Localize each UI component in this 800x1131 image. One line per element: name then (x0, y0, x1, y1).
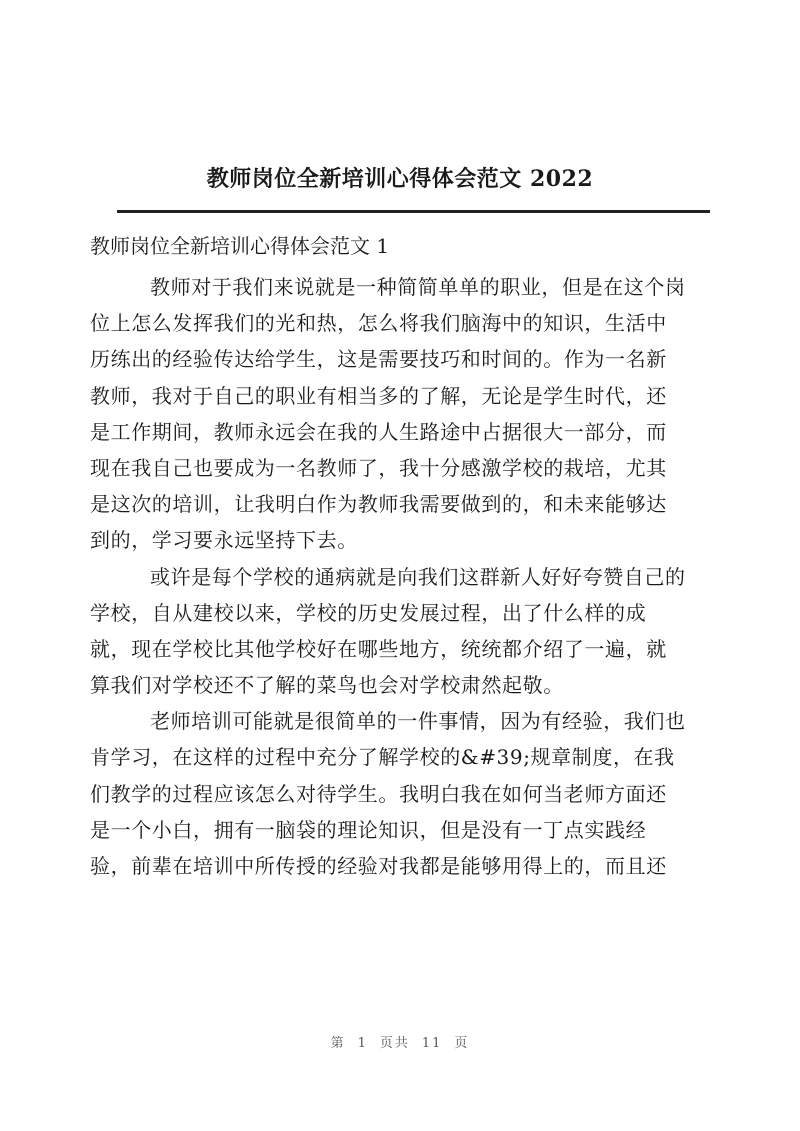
paragraph-3 (90, 703, 710, 884)
footer-total-pages: 11 (421, 1036, 443, 1051)
paragraph-line: 算我们对学校还不了解的菜鸟也会对学校肃然起敬。 (90, 673, 564, 698)
paragraph-line: 肯学习，在这样的过程中充分了解学校的&#39;规章制度，在我 (90, 745, 675, 770)
section-subtitle: 教师岗位全新培训心得体会范文 1 (90, 234, 390, 258)
paragraph-line: 是工作期间，教师永远会在我的人生路途中占据很大一部分，而 (90, 419, 667, 444)
paragraph-line: 位上怎么发挥我们的光和热，怎么将我们脑海中的知识，生活中 (90, 311, 667, 336)
paragraph-line: 教师，我对于自己的职业有相当多的了解，无论是学生时代，还 (90, 383, 667, 408)
paragraph-line: 学校，自从建校以来，学校的历史发展过程，出了什么样的成 (90, 600, 647, 625)
paragraph-line: 就，现在学校比其他学校好在哪些地方，统统都介绍了一遍，就 (90, 636, 667, 661)
footer-prefix: 第 (330, 1036, 346, 1051)
footer-suffix: 页 (454, 1036, 470, 1051)
paragraph-line: 或许是每个学校的通病就是向我们这群新人好好夸赞自己的 (150, 564, 686, 589)
footer-page-number: 1 (357, 1036, 368, 1051)
footer-middle: 页共 (379, 1036, 410, 1051)
title-divider (117, 210, 710, 213)
paragraph-line: 是一个小白，拥有一脑袋的理论知识，但是没有一丁点实践经 (90, 817, 647, 842)
paragraph-line: 教师对于我们来说就是一种简简单单的职业，但是在这个岗 (150, 275, 686, 299)
paragraph-line: 现在我自己也要成为一名教师了，我十分感激学校的栽培，尤其 (90, 455, 667, 480)
paragraph-line: 们教学的过程应该怎么对待学生。我明白我在如何当老师方面还 (90, 781, 667, 806)
paragraph-line: 历练出的经验传达给学生，这是需要技巧和时间的。作为一名新 (90, 347, 667, 372)
paragraph-line: 是这次的培训，让我明白作为教师我需要做到的，和未来能够达 (90, 492, 667, 517)
paragraph-line: 老师培训可能就是很简单的一件事情，因为有经验，我们也 (150, 709, 686, 734)
page-title: 教师岗位全新培训心得体会范文 2022 (206, 166, 594, 192)
page-footer (0, 1032, 800, 1051)
paragraph-1 (90, 269, 710, 559)
body-text (90, 269, 710, 884)
paragraph-line: 到的，学习要永远坚持下去。 (90, 528, 358, 553)
paragraph-2 (90, 559, 710, 704)
paragraph-line: 验，前辈在培训中所传授的经验对我都是能够用得上的，而且还 (90, 854, 667, 878)
